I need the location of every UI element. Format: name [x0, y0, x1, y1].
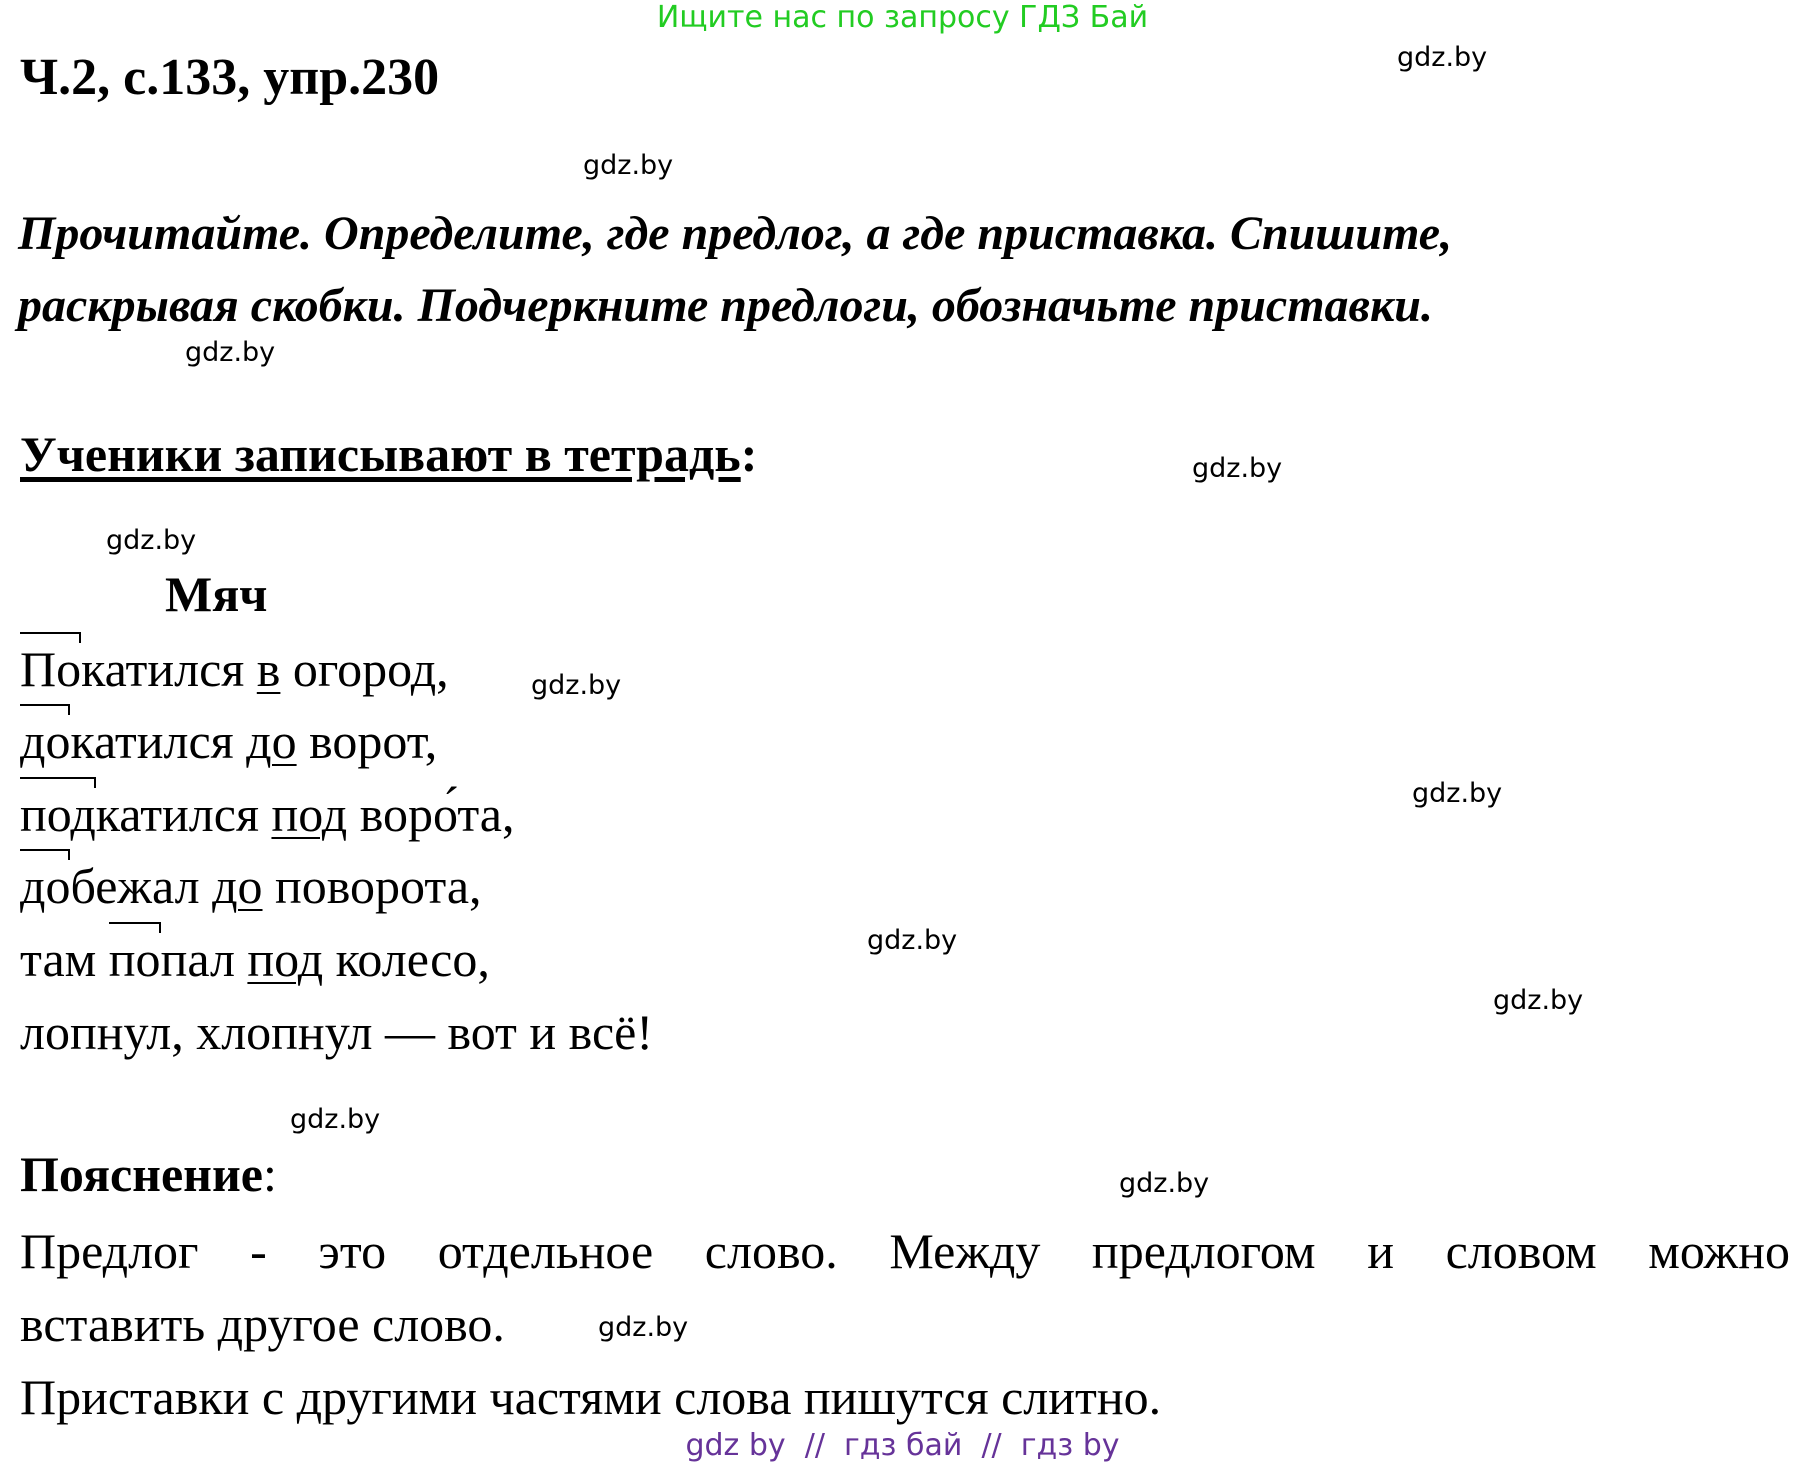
watermark: gdz.by — [1412, 778, 1503, 809]
watermark: gdz.by — [1493, 985, 1584, 1016]
poem-line: лопнул, хлопнул — вот и всё! — [20, 1004, 654, 1060]
preposition: под — [247, 931, 324, 987]
preposition: под — [271, 786, 348, 842]
watermark: gdz.by — [1192, 453, 1283, 484]
watermark: gdz.by — [531, 670, 622, 701]
task-line: раскрывая скобки. Подчеркните предлоги, обозначьте приставки. — [18, 279, 1433, 332]
task-line: Прочитайте. Определите, где предлог, а где приставка. Спишите, — [18, 207, 1453, 260]
watermark: gdz.by — [290, 1104, 381, 1135]
poem-line: добежал до поворота, — [20, 858, 482, 914]
watermark: gdz.by — [185, 337, 276, 368]
explanation-text: вставить другое слово. — [20, 1296, 505, 1352]
watermark: gdz.by — [867, 925, 958, 956]
prefix-mark: По — [20, 641, 82, 697]
poem-line: Покатился в огород, — [20, 641, 449, 697]
prefix-mark: до — [20, 713, 71, 769]
explanation-heading: Пояснение: — [20, 1146, 277, 1202]
section-heading — [20, 425, 757, 483]
poem-line: докатился до ворот, — [20, 713, 438, 769]
watermark: gdz.by — [598, 1312, 689, 1343]
watermark: gdz.by — [106, 525, 197, 556]
preposition: до — [246, 713, 297, 769]
watermark: gdz.by — [583, 150, 674, 181]
heading-text: Ученики записывают в тетрадь — [20, 426, 741, 482]
poem-title: Мяч — [165, 566, 268, 622]
explanation-text: Приставки с другими частями слова пишутся слитно. — [20, 1369, 1162, 1425]
preposition: до — [212, 858, 263, 914]
heading-colon: : — [740, 426, 758, 482]
prefix-mark: до — [20, 858, 71, 914]
page-title: Ч.2, с.133, упр.230 — [20, 49, 440, 106]
watermark: gdz.by — [1397, 42, 1488, 73]
prefix-mark: под — [20, 786, 96, 842]
task-instructions — [18, 198, 1452, 342]
watermark: gdz.by — [1119, 1168, 1210, 1199]
footer-links[interactable]: gdz by // гдз бай // гдз by — [685, 1428, 1120, 1463]
preposition: в — [256, 641, 281, 697]
poem-line: подкатился под воро́та, — [20, 786, 515, 842]
promo-banner[interactable]: Ищите нас по запросу ГДЗ Бай — [656, 0, 1149, 35]
explanation-text: Предлог - это отдельное слово. Между предлогом и словом можно — [20, 1223, 1790, 1279]
poem-line: там попал под колесо, — [20, 931, 490, 987]
prefix-mark: по — [108, 931, 161, 987]
